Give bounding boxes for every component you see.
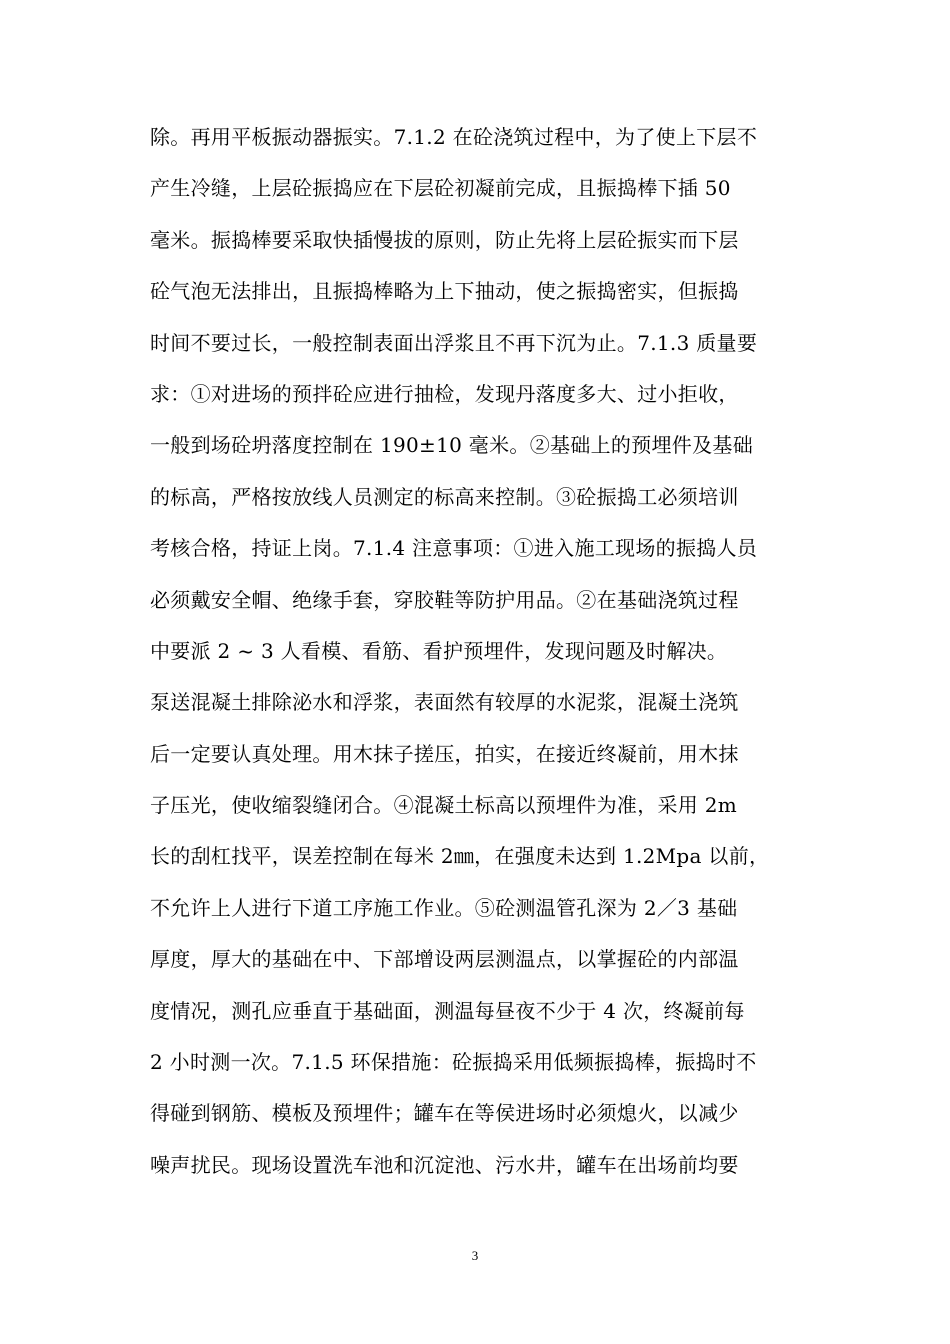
text-line: 不允许上人进行下道工序施工作业。⑤砼测温管孔深为 2／3 基础 [150, 895, 738, 920]
text-line: 中要派 2 ~ 3 人看模、看筋、看护预埋件，发现问题及时解决。 [150, 638, 728, 663]
page-number: 3 [471, 1248, 479, 1263]
text-line: 子压光，使收缩裂缝闭合。④混凝土标高以预埋件为准，采用 2m [150, 793, 738, 818]
body-text [150, 117, 810, 1196]
text-line: 后一定要认真处理。用木抹子搓压，拍实，在接近终凝前，用木抹 [150, 741, 739, 766]
text-line: 2 小时测一次。7.1.5 环保措施：砼振捣采用低频振捣棒，振捣时不 [150, 1050, 757, 1075]
text-line: 一般到场砼坍落度控制在 190±10 毫米。②基础上的预埋件及基础 [150, 433, 753, 458]
text-line: 长的刮杠找平，误差控制在每米 2㎜，在强度未达到 1.2Mpa 以前， [150, 844, 770, 869]
text-line: 产生冷缝，上层砼振捣应在下层砼初凝前完成，且振捣棒下插 50 [150, 176, 731, 201]
text-line: 得碰到钢筋、模板及预埋件；罐车在等侯进场时必须熄火，以减少 [150, 1101, 739, 1126]
text-line: 必须戴安全帽、绝缘手套，穿胶鞋等防护用品。②在基础浇筑过程 [150, 587, 739, 612]
text-line: 的标高，严格按放线人员测定的标高来控制。③砼振捣工必须培训 [150, 484, 739, 509]
text-line: 求：①对进场的预拌砼应进行抽检，发现丹落度多大、过小拒收， [150, 381, 739, 406]
text-line: 厚度，厚大的基础在中、下部增设两层测温点，以掌握砼的内部温 [150, 947, 739, 972]
text-line: 砼气泡无法排出，且振捣棒略为上下抽动，使之振捣密实，但振捣 [150, 279, 739, 304]
text-line: 泵送混凝土排除泌水和浮浆，表面然有较厚的水泥浆，混凝土浇筑 [150, 690, 739, 715]
text-line: 毫米。振捣棒要采取快插慢拔的原则，防止先将上层砼振实而下层 [150, 227, 739, 252]
text-line: 考核合格，持证上岗。7.1.4 注意事项：①进入施工现场的振捣人员 [150, 536, 758, 561]
text-line: 除。再用平板振动器振实。7.1.2 在砼浇筑过程中，为了使上下层不 [150, 125, 758, 149]
text-line: 度情况，测孔应垂直于基础面，测温每昼夜不少于 4 次，终凝前每 [150, 998, 745, 1023]
text-line: 时间不要过长，一般控制表面出浮浆且不再下沉为止。7.1.3 质量要 [150, 330, 758, 355]
text-line: 噪声扰民。现场设置洗车池和沉淀池、污水井，罐车在出场前均要 [150, 1152, 739, 1177]
